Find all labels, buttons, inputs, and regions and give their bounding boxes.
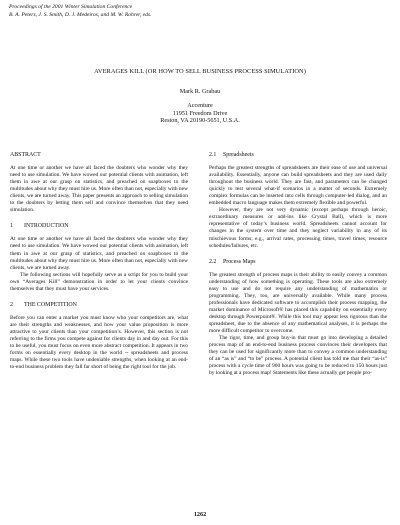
right-column: [209, 152, 387, 377]
author-block: [10, 88, 390, 125]
author-name: Mark R. Grabau: [179, 88, 221, 95]
section-title: THE COMPETITION: [24, 301, 77, 308]
paragraph: The greatest strength of process maps is their ability to easily convey a common understanding of how something is operating. These tools are also extremely easy to use and do not require any understanding of mathematics or programming. They, too, are universally available. While many process professionals have dedicated software to accomplish their process mapping, the market dominance of Microsoft® has placed this capability on essentially every desktop through Powerpoint®. While this tool may appear less rigorous than the spreadsheet, due to the absence of any mathematical analyses, it is perhaps the more difficult competitor to overcome.: [209, 271, 387, 335]
subsection-heading: [209, 152, 387, 159]
abstract-text: At one time or another we have all faced the doubters who wonder why they need to use simulation. We have wowed our potential clients with animation, left them in awe at our grasp on statistics, and preached on soapboxes to the multitudes about why they must hire us. More often than not, especially with new clients, we are turned away. This paper presents an approach to selling simulation to the doubters by letting them sell and convince themselves that they need simulation.: [10, 165, 188, 214]
section-title: INTRODUCTION: [24, 223, 69, 230]
subsection-number: 2.2: [209, 258, 217, 265]
abstract-heading: ABSTRACT: [10, 152, 41, 158]
section-heading: [10, 302, 188, 309]
author-affiliation: Accenture: [187, 102, 213, 110]
subsection-number: 2.1: [209, 152, 217, 158]
section-number: 2: [10, 301, 13, 308]
paper-title: AVERAGES KILL (OR HOW TO SELL BUSINESS PROCESS SIMULATION): [94, 68, 306, 75]
section-number: 1: [10, 223, 13, 230]
paragraph: However, they are not very dynamic (except perhaps through heroic, extraordinary measures or add-ins like Crystal Ball), which is more representative of today’s business world. Spreadsheets cannot account for changes in the system over time and they neglect variability in any of its mischievous forms; e.g., arrival rates, processing times, travel times, resource schedules/failures, etc.: [209, 207, 387, 249]
paragraph: The rigor, time, and group buy-in that must go into developing a detailed process map of an end-to-end business process convinces their developers that they can be used for significantly more than to convey a common understanding of an “as is” and “to be” process. A potential client has told me that their “as-is” process with a cycle time of 900 hours was going to be reduced to 150 hours just by looking at a process map! Statements like these actually get people pro-: [209, 335, 387, 377]
proceedings-line: Proceedings of the 2001 Winter Simulation Conference: [9, 4, 133, 10]
subsection-title: Process Maps: [223, 258, 256, 265]
subsection-title: Spreadsheets: [223, 152, 254, 158]
author-street: 11951 Freedom Drive: [172, 109, 228, 117]
paragraph: Before you can enter a market you must know who your competitors are, what are their strengths and weaknesses, and how your value proposition is more attractive to your clients than your competition’s. However, this section is not referring to the firms you compete against for clients day in and day out. For this to be useful, you must focus on even more abstract competition. It appears in two forms on essentially every desktop in the world -- spreadsheets and process maps. While these two tools have undeniable strengths, when looking at an end-to-end business problem they fall far short of being the right tool for the job.: [10, 314, 188, 371]
left-column: [10, 152, 188, 371]
page-number: 1262: [193, 511, 207, 518]
editors-line: B. A. Peters, J. S. Smith, D. J. Medeiros, and M. W. Rohrer, eds.: [9, 11, 152, 18]
running-head: [9, 4, 389, 19]
paragraph: At one time or another we have all faced the doubters who wonder why they need to use simulation. We have wowed our potential clients with animation, left them in awe at our grasp of statistics, and preached on soapboxes to the multitudes about why they must hire us. More often than not, especially with new clients, we are turned away.: [10, 236, 188, 271]
paragraph: Perhaps the greatest strengths of spreadsheets are their ease of use and universal availability. Essentially, anyone can build spreadsheets and they are used daily throughout the business world. They are fast, and parameters can be changed quickly to test several what-if scenarios in a matter of seconds. Extremely complex formulas can be inserted into cells through computer-led dialog, and an embedded macro language makes them extremely flexible and powerful.: [209, 165, 387, 207]
section-heading: [10, 223, 188, 230]
subsection-heading: [209, 259, 387, 266]
paragraph: The following sections will hopefully serve as a script for you to build your own “Averages Kill” demonstration in order to let your clients convince themselves that they must have your services.: [10, 271, 188, 292]
author-city: Reston, VA 20190-5651, U.S.A.: [160, 117, 240, 125]
